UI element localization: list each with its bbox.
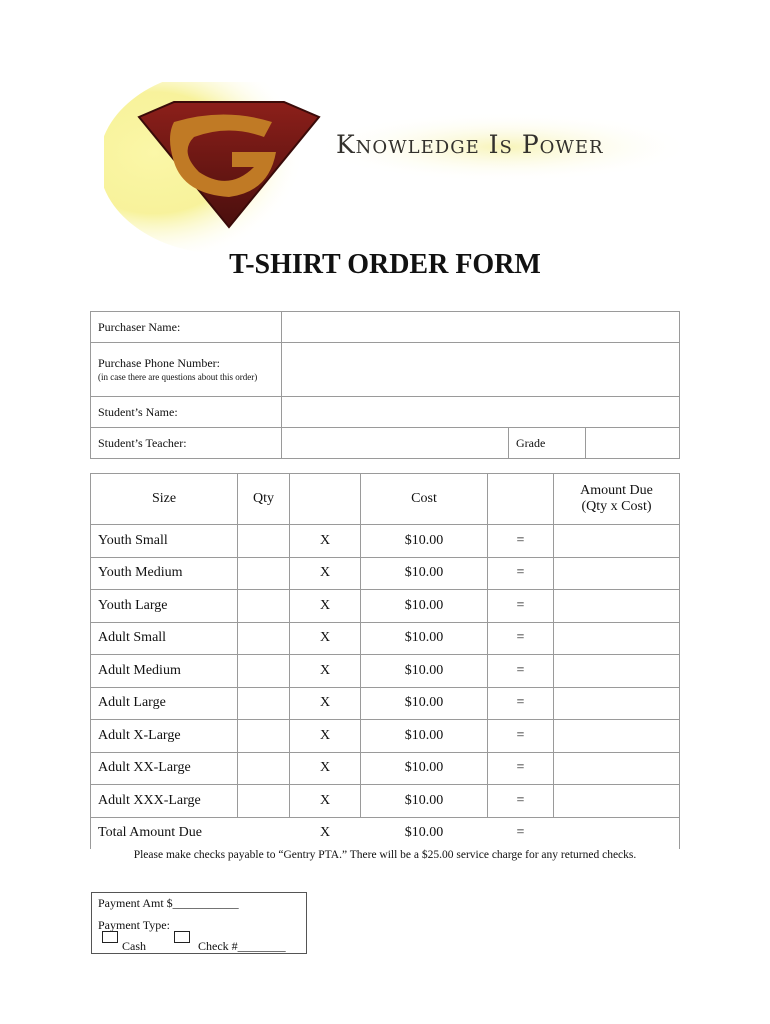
table-row <box>91 687 680 720</box>
multiply-cell: X <box>290 655 361 688</box>
amount-due-field[interactable] <box>554 622 680 655</box>
order-table <box>90 473 680 849</box>
logo-text: Knowledge Is Power <box>336 130 604 159</box>
equals-cell: = <box>488 752 554 785</box>
amount-due-field[interactable] <box>554 525 680 558</box>
student-name-field[interactable] <box>282 397 680 428</box>
payment-box <box>91 892 307 954</box>
table-row <box>91 655 680 688</box>
multiply-cell: X <box>290 817 361 849</box>
qty-field[interactable] <box>238 590 290 623</box>
payment-type-label: Payment Type: <box>98 918 170 932</box>
amount-due-header <box>554 474 680 525</box>
multiply-cell: X <box>290 720 361 753</box>
page-title: T-SHIRT ORDER FORM <box>229 249 541 280</box>
grade-label: Grade <box>509 428 586 459</box>
cash-checkbox[interactable] <box>102 931 118 943</box>
total-label: Total Amount Due <box>91 817 238 849</box>
equals-cell: = <box>488 622 554 655</box>
cost-cell: $10.00 <box>361 622 488 655</box>
qty-field[interactable] <box>238 557 290 590</box>
shield-icon <box>104 82 684 252</box>
qty-field[interactable] <box>238 785 290 818</box>
purchaser-info-table <box>90 311 680 459</box>
cost-cell: $10.00 <box>361 557 488 590</box>
equals-cell: = <box>488 785 554 818</box>
grade-field[interactable] <box>586 428 680 459</box>
size-cell: Adult Medium <box>91 655 238 688</box>
amount-due-field[interactable] <box>554 590 680 623</box>
cost-cell: $10.00 <box>361 785 488 818</box>
total-qty-field[interactable] <box>238 817 290 849</box>
multiply-cell: X <box>290 687 361 720</box>
equals-cell: = <box>488 655 554 688</box>
phone-note: (in case there are questions about this order) <box>98 372 258 382</box>
check-checkbox[interactable] <box>174 931 190 943</box>
multiply-cell: X <box>290 622 361 655</box>
order-header-row <box>91 474 680 525</box>
table-row <box>91 590 680 623</box>
teacher-field[interactable] <box>282 428 509 459</box>
qty-field[interactable] <box>238 752 290 785</box>
teacher-label: Student’s Teacher: <box>91 428 282 459</box>
qty-field[interactable] <box>238 525 290 558</box>
table-row <box>91 525 680 558</box>
size-cell: Adult Large <box>91 687 238 720</box>
qty-field[interactable] <box>238 622 290 655</box>
phone-label: Purchase Phone Number: <box>98 356 220 370</box>
equals-cell: = <box>488 817 554 849</box>
purchaser-name-field[interactable] <box>282 312 680 343</box>
size-cell: Adult XX-Large <box>91 752 238 785</box>
qty-field[interactable] <box>238 687 290 720</box>
size-cell: Adult Small <box>91 622 238 655</box>
equals-cell: = <box>488 687 554 720</box>
table-row <box>91 752 680 785</box>
total-row <box>91 817 680 849</box>
size-cell: Youth Medium <box>91 557 238 590</box>
qty-field[interactable] <box>238 720 290 753</box>
size-header: Size <box>91 474 238 525</box>
size-cell: Adult XXX-Large <box>91 785 238 818</box>
equals-cell: = <box>488 720 554 753</box>
equals-cell: = <box>488 525 554 558</box>
amount-due-field[interactable] <box>554 785 680 818</box>
x-header <box>290 474 361 525</box>
amount-due-label: Amount Due <box>580 483 653 498</box>
table-row <box>91 622 680 655</box>
size-cell: Youth Small <box>91 525 238 558</box>
student-name-label: Student’s Name: <box>91 397 282 428</box>
table-row <box>91 720 680 753</box>
payment-amount-label: Payment Amt $___________ <box>98 896 239 910</box>
amount-due-field[interactable] <box>554 557 680 590</box>
total-amount-field[interactable] <box>554 817 680 849</box>
multiply-cell: X <box>290 557 361 590</box>
equals-cell: = <box>488 557 554 590</box>
qty-field[interactable] <box>238 655 290 688</box>
cost-cell: $10.00 <box>361 525 488 558</box>
check-number-label: Check #________ <box>198 939 286 953</box>
equals-cell: = <box>488 590 554 623</box>
cost-cell: $10.00 <box>361 590 488 623</box>
cost-header: Cost <box>361 474 488 525</box>
checks-note: Please make checks payable to “Gentry PTA.” There will be a $25.00 service charge for any returned checks. <box>133 849 637 861</box>
cost-cell: $10.00 <box>361 687 488 720</box>
phone-field[interactable] <box>282 343 680 397</box>
multiply-cell: X <box>290 752 361 785</box>
amount-due-field[interactable] <box>554 687 680 720</box>
cost-cell: $10.00 <box>361 655 488 688</box>
size-cell: Youth Large <box>91 590 238 623</box>
table-row <box>91 785 680 818</box>
cost-cell: $10.00 <box>361 720 488 753</box>
multiply-cell: X <box>290 590 361 623</box>
phone-label-cell <box>91 343 282 397</box>
multiply-cell: X <box>290 525 361 558</box>
logo <box>104 82 684 252</box>
qty-header: Qty <box>238 474 290 525</box>
cost-cell: $10.00 <box>361 817 488 849</box>
purchaser-name-label: Purchaser Name: <box>91 312 282 343</box>
eq-header <box>488 474 554 525</box>
amount-due-sublabel: (Qty x Cost) <box>581 499 652 514</box>
amount-due-field[interactable] <box>554 752 680 785</box>
cash-label: Cash <box>122 939 146 953</box>
size-cell: Adult X-Large <box>91 720 238 753</box>
amount-due-field[interactable] <box>554 655 680 688</box>
table-row <box>91 557 680 590</box>
multiply-cell: X <box>290 785 361 818</box>
amount-due-field[interactable] <box>554 720 680 753</box>
cost-cell: $10.00 <box>361 752 488 785</box>
